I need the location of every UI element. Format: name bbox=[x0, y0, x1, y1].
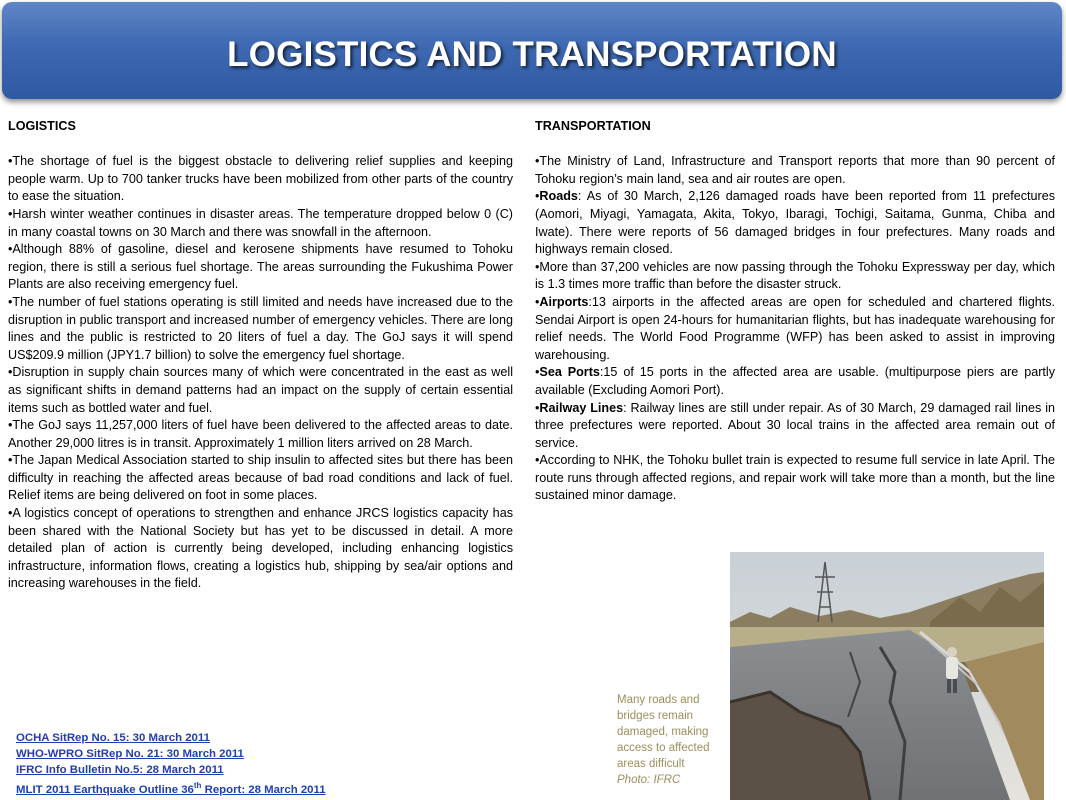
reference-link-who[interactable]: WHO-WPRO SitRep No. 21: 30 March 2011 bbox=[16, 748, 244, 760]
bullet-text: :13 airports in the affected areas are open for scheduled and chartered flights. Sendai Airport is open 24-hours for humanitarian flights, but has inadequate warehousing for relief needs. The World Food Programme (WFP) has been asked to assist in improving warehousing. bbox=[535, 294, 1055, 362]
logistics-column bbox=[8, 118, 513, 593]
logistics-bullet: •A logistics concept of operations to strengthen and enhance JRCS logistics capacity has been shared with the National Society but has yet to be discussed in detail. A more detailed plan of action is currently being developed, including enhancing logistics infrastructure, information flows, creating a logistics hub, shipping by sea/air options and increasing warehouses in the field. bbox=[8, 506, 513, 591]
references bbox=[16, 730, 326, 798]
logistics-bullet: •Although 88% of gasoline, diesel and kerosene shipments have resumed to Tohoku region, there is still a serious fuel shortage. The areas surrounding the Fukushima Power Plants are also receiving emergency fuel. bbox=[8, 242, 513, 292]
bullet-label: Sea Ports bbox=[539, 365, 600, 380]
logistics-heading: LOGISTICS bbox=[8, 119, 76, 133]
bullet-text: •More than 37,200 vehicles are now passing through the Tohoku Expressway per day, which is 1.3 times more traffic than before the disaster struck. bbox=[535, 259, 1055, 292]
transport-bullet bbox=[535, 153, 1055, 188]
reference-link-ocha[interactable]: OCHA SitRep No. 15: 30 March 2011 bbox=[16, 732, 210, 744]
transport-bullet-railway: •Railway Lines: Railway lines are still under repair. As of 30 March, 29 damaged rail lines in three prefectures were reported. About 30 local trains in the affected area remain out of service. bbox=[535, 400, 1055, 450]
photo-credit: Photo: IFRC bbox=[617, 774, 681, 786]
photo-caption bbox=[617, 692, 729, 788]
transport-bullet-airports: •Airports:13 airports in the affected areas are open for scheduled and chartered flights. Sendai Airport is open 24-hours for humanitarian flights, but has inadequate warehousing for relief needs. The World Food Programme (WFP) has been asked to assist in improving warehousing. bbox=[535, 294, 1055, 362]
logistics-bullet: •The Japan Medical Association started to ship insulin to affected sites but there has been difficulty in reaching the affected areas because of bad road conditions and lack of fuel. Relief items are being delivered on foot in some places. bbox=[8, 453, 513, 503]
bullet-label: Railway Lines bbox=[539, 400, 624, 415]
ref-text: Report: 28 March 2011 bbox=[201, 783, 326, 796]
transport-bullet-sea-ports: •Sea Ports:15 of 15 ports in the affected area are usable. (multipurpose piers are partly available (Excluding Aomori Port). bbox=[535, 365, 1055, 397]
transport-bullet-roads: •Roads: As of 30 March, 2,126 damaged roads have been reported from 11 prefectures (Aomori, Miyagi, Yamagata, Akita, Tokyo, Ibaragi, Tochigi, Saitama, Gunma, Chiba and Iwate). There were reports of 56 damaged bridges in four prefectures. Many roads and highways remain closed. bbox=[535, 189, 1055, 257]
bullet-text: : Railway lines are still under repair. As of 30 March, 29 damaged rail lines in three prefectures were reported. About 30 local trains in the affected area remain out of service. bbox=[535, 400, 1055, 450]
damaged-road-illustration bbox=[730, 552, 1044, 800]
bullet-text: •The Ministry of Land, Infrastructure and Transport reports that more than 90 percent of Tohoku region’s main land, sea and air routes are open. bbox=[535, 154, 1055, 186]
transport-bullet bbox=[535, 452, 1055, 505]
damaged-road-photo bbox=[730, 552, 1044, 800]
reference-link-mlit[interactable] bbox=[16, 778, 326, 798]
transport-bullet bbox=[535, 259, 1055, 294]
logistics-bullet: •Disruption in supply chain sources many of which were concentrated in the east as well as significant shifts in demand patterns had an impact on the supply of certain essential items such as bottled water and fuel. bbox=[8, 365, 513, 415]
bullet-label: Roads bbox=[539, 189, 578, 204]
bullet-text: : As of 30 March, 2,126 damaged roads have been reported from 11 prefectures (Aomori, Miyagi, Yamagata, Akita, Tokyo, Ibaragi, Tochigi, Saitama, Gunma, Chiba and Iwate). There were reports of 56 damaged bridges in four prefectures. Many roads and highways remain closed. bbox=[535, 189, 1055, 257]
bullet-text: :15 of 15 ports in the affected area are usable. (multipurpose piers are partly available (Excluding Aomori Port). bbox=[535, 365, 1055, 397]
logistics-bullet: •Harsh winter weather continues in disaster areas. The temperature dropped below 0 (C) in many coastal towns on 30 March and there was snowfall in the afternoon. bbox=[8, 206, 513, 239]
logistics-bullet: •The number of fuel stations operating is still limited and needs have increased due to the disruption in public transport and increased number of emergency vehicles. There are long lines and the public is restricted to 20 liters of fuel a day. The GoJ says it will spend US$209.9 million (JPY1.7 billion) to solve the emergency fuel shortage. bbox=[8, 294, 513, 362]
reference-link-ifrc[interactable]: IFRC Info Bulletin No.5: 28 March 2011 bbox=[16, 764, 224, 776]
logistics-bullet: •The GoJ says 11,257,000 liters of fuel have been delivered to the affected areas to date. Another 29,000 litres is in transit. Approximately 1 million liters arrived on 28 March. bbox=[8, 418, 513, 450]
ref-text: MLIT 2011 Earthquake Outline 36 bbox=[16, 783, 194, 796]
ref-sup: th bbox=[193, 781, 202, 790]
transportation-heading: TRANSPORTATION bbox=[535, 119, 651, 133]
transportation-column bbox=[535, 118, 1055, 505]
bullet-text: •According to NHK, the Tohoku bullet train is expected to resume full service in late April. The route runs through affected regions, and repair work will take more than a month, but the line sustained minor damage. bbox=[535, 453, 1055, 503]
caption-text: Many roads and bridges remain damaged, making access to affected areas difficult bbox=[617, 694, 710, 770]
title-banner bbox=[2, 2, 1062, 99]
slide-title: LOGISTICS AND TRANSPORTATION bbox=[227, 35, 837, 74]
logistics-bullet: •The shortage of fuel is the biggest obstacle to delivering relief supplies and keeping people warm. Up to 700 tanker trucks have been mobilized from other parts of the country to ease the situation. bbox=[8, 154, 513, 204]
bullet-label: Airports bbox=[539, 294, 589, 309]
